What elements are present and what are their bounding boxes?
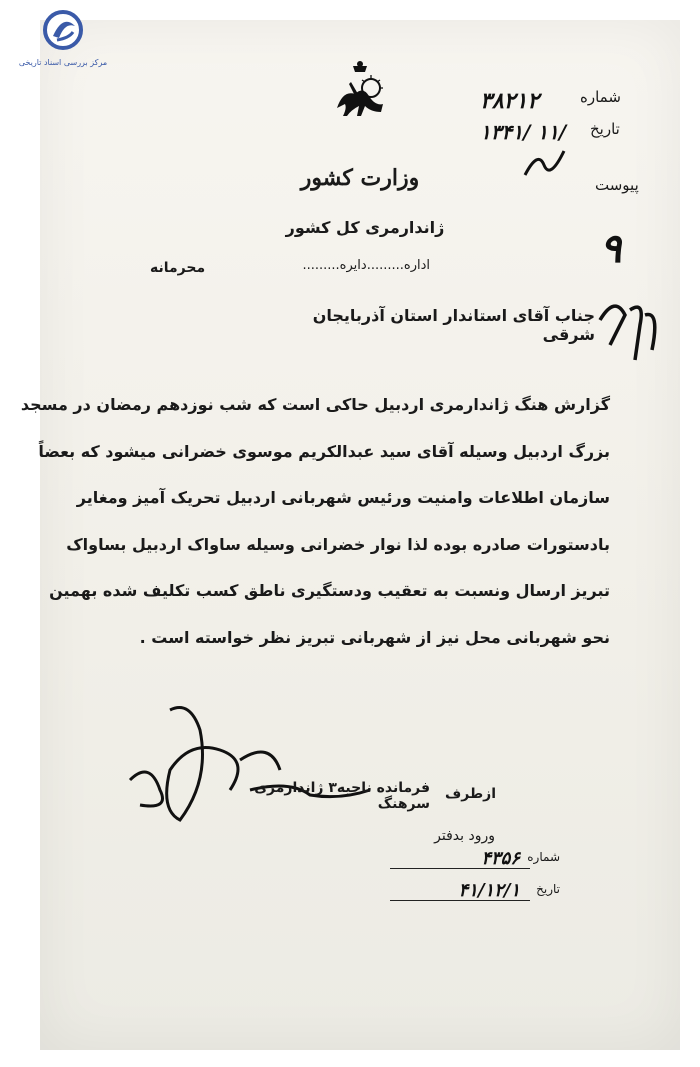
entry-date-value: ۴۱/۱۲/۱ (458, 880, 520, 901)
entry-stamp-title: ورود بدفتر (434, 828, 495, 844)
body-line: بادستورات صادره بوده لذا نوار خضرانی وسیله ساواک اردبیل بساواک (66, 534, 610, 554)
entry-number-label: شماره (527, 850, 560, 864)
number-value: ۳۸۲۱۲ (480, 88, 540, 114)
body-line: نحو شهربانی محل نیز از شهربانی تبریز نظر خواسته است . (139, 627, 610, 647)
entry-date-row (390, 880, 560, 906)
copy-note: ازطرف (445, 786, 497, 802)
attachment-label: پیوست (595, 176, 639, 194)
division-label: دایره (339, 258, 367, 273)
letter-body (20, 382, 610, 661)
date-scribble (520, 145, 570, 185)
number-label: شماره (580, 88, 621, 106)
office-division-line: اداره.........دایره......... (302, 258, 430, 273)
commander-title: فرمانده ناحیه۳ ژاندارمری سرهنگ (254, 780, 430, 812)
ministry-title: وزارت کشور (300, 165, 420, 191)
confidential-label: محرمانه (150, 260, 206, 276)
department-title: ژاندارمری کل کشور (285, 218, 445, 237)
archive-logo-icon (43, 8, 83, 52)
office-label: اداره (403, 258, 430, 273)
handwritten-signature (110, 700, 390, 840)
margin-scribble (590, 290, 670, 370)
archive-logo (8, 8, 118, 78)
addressee: جناب آقای استاندار استان آذربایجان شرقی (312, 306, 595, 344)
entry-number-value: ۴۳۵۶ (481, 848, 520, 869)
body-line: تبریز ارسال ونسبت به تعقیب ودستگیری ناطق کسب تکلیف شده بهمین (49, 581, 610, 600)
page-mark: ۹ (600, 225, 622, 272)
lion-and-sun-emblem-icon (325, 60, 395, 130)
body-line: گزارش هنگ ژاندارمری اردبیل حاکی است که شب نوزدهم رمضان در مسجد (20, 395, 610, 414)
entry-number-row (390, 848, 560, 874)
entry-date-line (390, 900, 530, 901)
date-value: ۱۳۴۱/ ۱۱/ (480, 120, 567, 144)
entry-date-label: تاریخ (536, 882, 560, 896)
body-line: بزرگ اردبیل وسیله آقای سید عبدالکریم موسوی خضرانی میشود که بعضاً (38, 441, 610, 461)
date-label: تاریخ (590, 120, 620, 138)
entry-number-line (390, 868, 530, 869)
archive-logo-caption: مرکز بررسی اسناد تاریخی (18, 58, 108, 67)
body-line: سازمان اطلاعات وامنیت ورئیس شهربانی اردبیل تحریک آمیز ومغایر (76, 488, 610, 507)
